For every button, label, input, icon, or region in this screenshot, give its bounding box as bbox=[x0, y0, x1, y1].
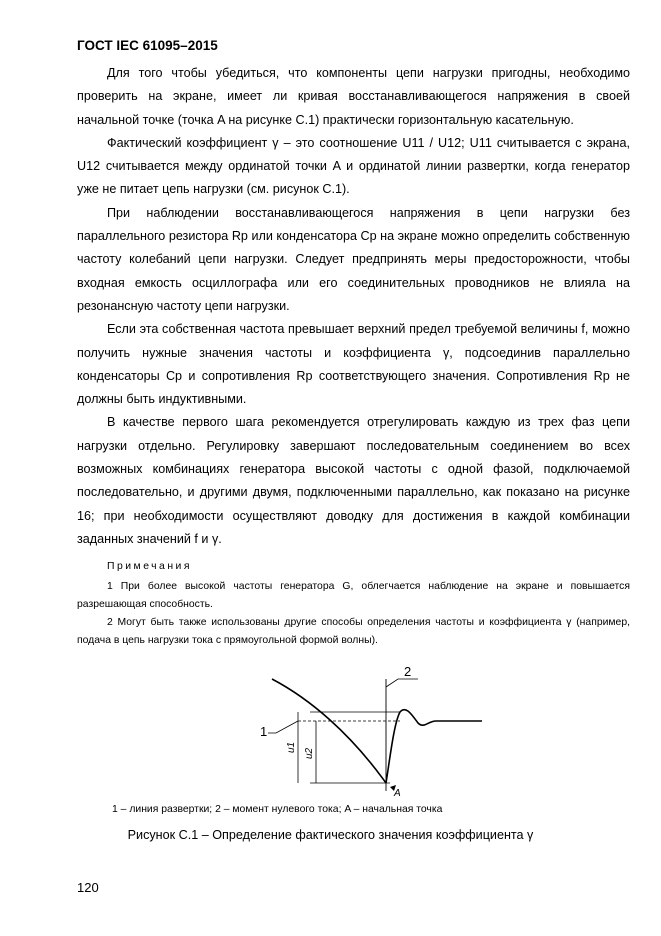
recovery-voltage-curve bbox=[386, 710, 482, 783]
label-2-leader bbox=[386, 679, 418, 687]
note-1: 1 При более высокой частоты генератора G, облегчается наблюдение на экране и повышается разрешающая способность. bbox=[77, 581, 630, 610]
paragraph-5: В качестве первого шага рекомендуется отрегулировать каждую из трех фаз цепи нагрузки отдельно. Регулировку завершают последовательным соединением во всех возможных комбинациях генератора высокой частоты с одной фазой, подключаемой последовательно, и другими двумя, подключенными параллельно, как показано на рисунке 16; при необходимости осуществляют доводку для достижения в каждой комбинации заданных значений f и γ. bbox=[77, 415, 630, 546]
voltage-curve-descent bbox=[272, 679, 386, 783]
label-1-leader bbox=[268, 721, 298, 733]
notes-title: Примечания bbox=[107, 561, 192, 572]
paragraph-2: Фактический коэффициент γ – это соотношение U11 / U12; U11 считывается с экрана, U12 считывается между ординатой точки A и ординатой линии развертки, когда генератор уже не питает цепь нагрузки (см. рисунок С.1). bbox=[77, 135, 630, 197]
figure-label-1: 1 bbox=[260, 724, 268, 739]
paragraph-3: При наблюдении восстанавливающегося напряжения в цепи нагрузки без параллельного резистора Rp или конденсатора Cp на экране можно определить собственную частоту колебаний цепи нагрузки. Следует предпринять меры предосторожности, чтобы входная емкость осциллографа или его соединительных проводников не влияла на резонансную частоту цепи нагрузки. bbox=[77, 205, 630, 313]
figure-label-u2: u2 bbox=[304, 747, 315, 759]
figure-label-2: 2 bbox=[404, 664, 412, 679]
paragraph-4: Если эта собственная частота превышает верхний предел требуемой величины f, можно получить нужные значения частоты и коэффициента γ, подсоединив параллельно конденсаторы Cp и сопротивления Rp соответствующего значения. Сопротивления Rp не должны быть индуктивными. bbox=[77, 322, 630, 407]
note-2: 2 Могут быть также использованы другие способы определения частоты и коэффициента γ (например, подача в цепь нагрузки тока с прямоугольной формой волны). bbox=[77, 617, 630, 646]
figure-c1-diagram bbox=[250, 663, 490, 798]
document-header: ГОСТ IEC 61095–2015 bbox=[77, 38, 218, 53]
figure-label-a: A bbox=[394, 788, 401, 798]
page-number: 120 bbox=[77, 880, 99, 895]
figure-caption: Рисунок С.1 – Определение фактического значения коэффициента γ bbox=[127, 828, 534, 842]
figure-legend: 1 – линия развертки; 2 – момент нулевого тока; A – начальная точка bbox=[112, 804, 443, 815]
paragraph-1: Для того чтобы убедиться, что компоненты цепи нагрузки пригодны, необходимо проверить на экране, имеет ли кривая восстанавливающегося напряжения в своей начальной точке (точка A на рисунке С.1) практически горизонтальную касательную. bbox=[77, 66, 630, 127]
body-text bbox=[77, 62, 630, 551]
figure-label-u1: u1 bbox=[286, 741, 297, 753]
notes-section bbox=[77, 558, 630, 650]
